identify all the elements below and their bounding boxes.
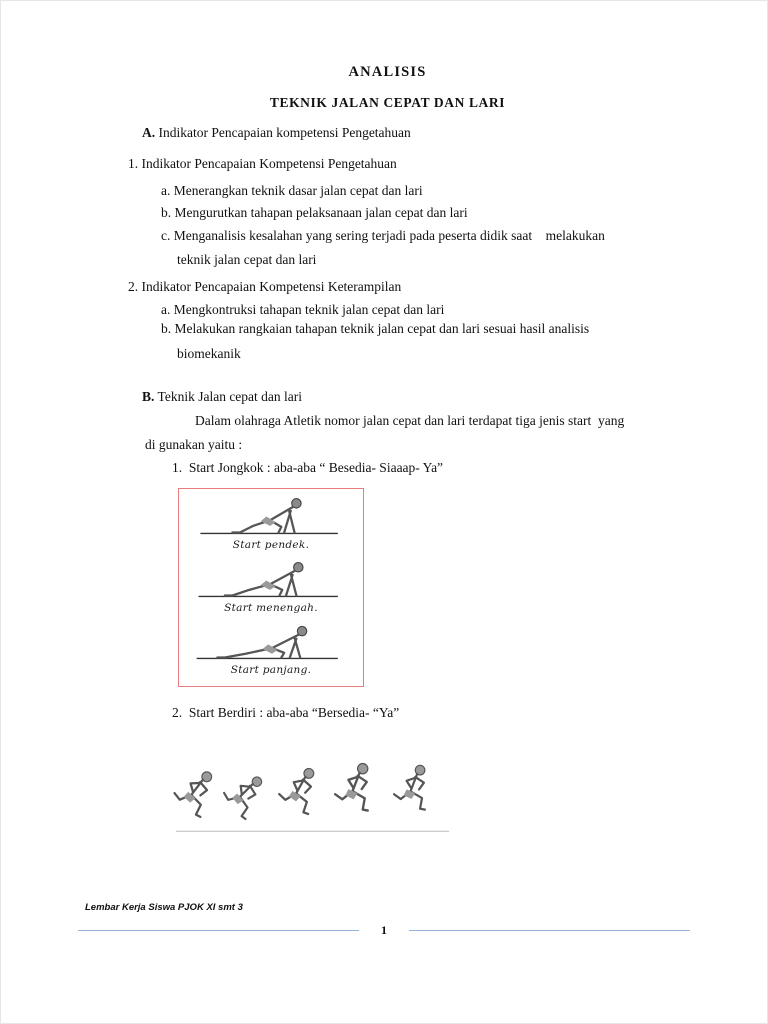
running-figures-illustration bbox=[170, 732, 455, 844]
list1-item-c-line2: teknik jalan cepat dan lari bbox=[177, 252, 317, 268]
list1-item-b: b. Mengurutkan tahapan pelaksanaan jalan cepat dan lari bbox=[161, 204, 468, 220]
section-b-text: Teknik Jalan cepat dan lari bbox=[157, 388, 303, 404]
footer-line-left bbox=[78, 930, 359, 931]
crouch-start-long-illustration bbox=[191, 619, 351, 664]
footer-label: Lembar Kerja Siswa PJOK XI smt 3 bbox=[85, 902, 243, 913]
list1-heading: 1. Indikator Pencapaian Kompetensi Pengetahuan bbox=[128, 155, 397, 171]
figure1-caption-short: Start pendek. bbox=[232, 539, 310, 552]
figure1-row-medium bbox=[185, 557, 357, 615]
figure-start-berdiri bbox=[170, 732, 455, 844]
section-a-label: A. bbox=[142, 125, 156, 140]
section-b-label: B. bbox=[142, 388, 155, 404]
section-a-heading bbox=[142, 125, 690, 142]
crouch-start-medium-illustration bbox=[191, 557, 351, 602]
doc-title: ANALISIS bbox=[348, 64, 427, 80]
start-jongkok-line: 1. Start Jongkok : aba-aba “ Besedia- Siaaap- Ya” bbox=[172, 460, 444, 476]
list2-item-a: a. Mengkontruksi tahapan teknik jalan cepat dan lari bbox=[161, 302, 445, 318]
figure1-row-short bbox=[185, 494, 357, 552]
figure1-row-long bbox=[185, 619, 357, 677]
crouch-start-short-illustration bbox=[191, 494, 351, 539]
start-berdiri-line: 2. Start Berdiri : aba-aba “Bersedia- “Ya” bbox=[172, 704, 400, 720]
footer-rule bbox=[78, 924, 690, 936]
footer-line-right bbox=[409, 930, 690, 931]
figure1-caption-medium: Start menengah. bbox=[224, 601, 318, 614]
section-a-text: Indikator Pencapaian kompetensi Pengetahuan bbox=[158, 125, 411, 140]
list2-item-b-line2: biomekanik bbox=[177, 345, 241, 361]
doc-subtitle: TEKNIK JALAN CEPAT DAN LARI bbox=[269, 95, 506, 110]
figure-start-jongkok bbox=[178, 488, 364, 687]
list2-item-b-line1: b. Melakukan rangkaian tahapan teknik jalan cepat dan lari sesuai hasil analisis bbox=[161, 321, 590, 336]
list2-heading: 2. Indikator Pencapaian Kompetensi Keterampilan bbox=[128, 279, 402, 295]
intro-paragraph-line1: Dalam olahraga Atletik nomor jalan cepat dan lari terdapat tiga jenis start yang bbox=[195, 412, 625, 428]
list1-item-a: a. Menerangkan teknik dasar jalan cepat dan lari bbox=[161, 182, 423, 198]
list1-item-c-line1: c. Menganalisis kesalahan yang sering terjadi pada peserta didik saat melakukan bbox=[161, 227, 605, 243]
section-b-heading bbox=[142, 389, 690, 406]
figure1-caption-long: Start panjang. bbox=[230, 664, 312, 677]
page-number: 1 bbox=[381, 923, 387, 937]
intro-paragraph-line2: di gunakan yaitu : bbox=[145, 436, 243, 452]
